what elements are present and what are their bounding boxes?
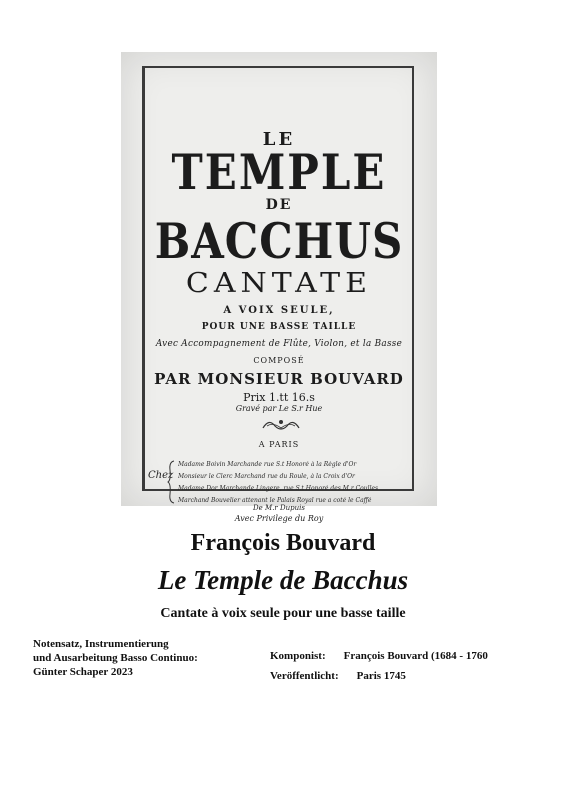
publication-info: [270, 646, 488, 686]
credit-line: Günter Schaper 2023: [33, 666, 133, 678]
edition-credits: [33, 637, 263, 679]
facsimile-address: Madame Dor Marchande Lingere, rue S.t Honoré des M.r Coulles: [178, 485, 379, 492]
facsimile-le: LE: [262, 129, 296, 150]
facsimile-par-monsieur: PAR MONSIEUR BOUVARD: [154, 370, 404, 388]
work-subtitle: Cantate à voix seule pour une basse taille: [160, 606, 406, 621]
brace-icon: [167, 460, 175, 504]
facsimile-address: Madame Boivin Marchande rue S.t Honoré à la Règle d'Or: [178, 461, 357, 468]
published-value: Paris 1745: [356, 670, 406, 682]
composer-label: Komponist:: [270, 650, 326, 662]
facsimile-depuis: De M.r Dupuis: [253, 504, 305, 512]
work-title: Le Temple de Bacchus: [157, 565, 409, 595]
facsimile-paris: A PARIS: [258, 440, 300, 449]
composer-row: [270, 646, 488, 666]
credit-line: und Ausarbeitung Basso Continuo:: [33, 652, 198, 664]
credit-line: Notensatz, Instrumentierung: [33, 638, 169, 650]
facsimile-bacchus: BACCHUS: [154, 213, 404, 270]
facsimile-cantate: CANTATE: [185, 267, 373, 300]
facsimile-address: Monsieur le Clerc Marchand rue du Roule, à la Croix d'Or: [178, 473, 355, 480]
facsimile-compose: COMPOSÉ: [253, 356, 305, 365]
composer-name: François Bouvard: [190, 530, 376, 556]
published-label: Veröffentlicht:: [270, 670, 339, 682]
facsimile-temple: TEMPLE: [171, 144, 387, 201]
facsimile-privilege: Avec Privilege du Roy: [234, 514, 324, 523]
facsimile-accompagnement: Avec Accompagnement de Flûte, Violon, et la Basse: [155, 339, 403, 349]
facsimile-prix: Prix 1.tt 16.s: [243, 391, 315, 404]
facsimile-de: DE: [265, 197, 293, 213]
published-row: [270, 666, 488, 686]
composer-value: François Bouvard (1684 - 1760: [343, 650, 488, 662]
facsimile-address: Marchand Bouvelier attenant le Palais Royal rue a coté le Caffé: [178, 497, 372, 504]
facsimile-grave: Gravé par Le S.r Hue: [235, 404, 323, 413]
facsimile-voix: A VOIX SEULE,: [223, 305, 335, 316]
title-page-facsimile: [121, 52, 437, 523]
ornament-icon: [259, 416, 303, 432]
facsimile-basse-taille: POUR UNE BASSE TAILLE: [201, 322, 357, 332]
facsimile-chez: Chez: [148, 470, 174, 481]
